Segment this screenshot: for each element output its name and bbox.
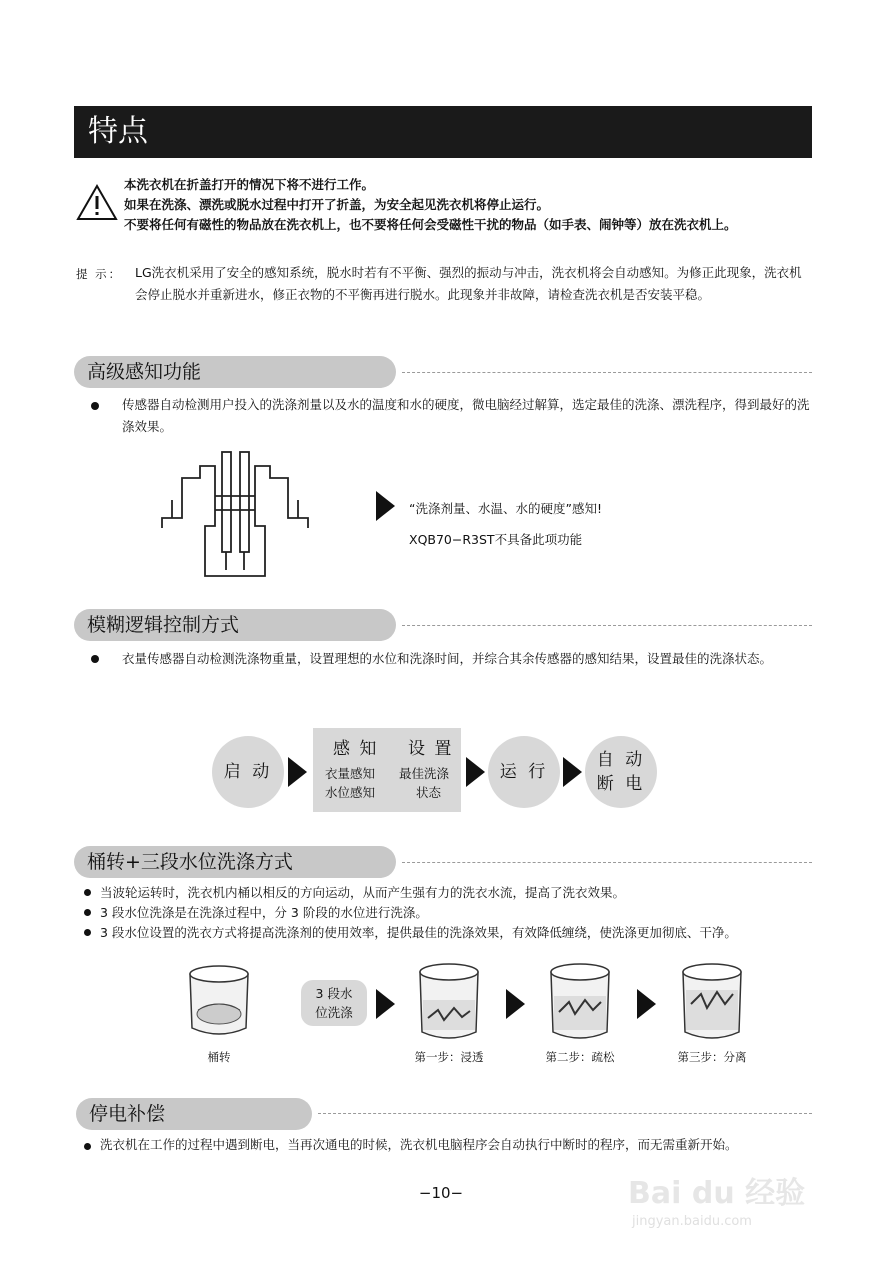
sensor-diagram (160, 448, 320, 578)
sensing-callout: “洗涤剂量、水温、水的硬度”感知! (409, 501, 602, 516)
arrow-right-icon (563, 757, 582, 787)
note-label: 提 示： (76, 267, 123, 281)
note-text: LG洗衣机采用了安全的感知系统，脱水时若有不平衡、强烈的振动与冲击，洗衣机将会自动感知。为修正此现象，洗衣机会停止脱水并重新进水，修正衣物的不平衡再进行脱水。此现象并非故障，请检查洗衣机是否安装平稳。 (135, 265, 802, 302)
section3-bullet-1: 当波轮运转时，洗衣机内桶以相反的方向运动，从而产生强有力的洗衣水流，提高了洗衣效果。 (100, 885, 626, 900)
warning-icon (76, 183, 118, 221)
flow-auto-off-line-1: 自 动 (596, 750, 646, 770)
flow-sense-title: 感 知 (333, 739, 379, 759)
step3-illustration (677, 960, 747, 1044)
arrow-right-icon (376, 491, 395, 521)
watermark-brand: Bai du 经验 (628, 1176, 806, 1211)
watermark-url: jingyan.baidu.com (632, 1214, 752, 1229)
section2-text: 衣量传感器自动检测洗涤物重量，设置理想的水位和洗涤时间，并综合其余传感器的感知结果，设置最佳的洗涤状态。 (122, 651, 773, 666)
warning-line-2: 如果在洗涤、漂洗或脱水过程中打开了折盖，为安全起见洗衣机将停止运行。 (124, 197, 550, 212)
flow-auto-off (585, 736, 657, 808)
caption-step2: 第二步：疏松 (545, 1050, 615, 1064)
section-heading-drum-rotation: 桶转+三段水位洗涤方式 (74, 846, 396, 878)
section-heading-advanced-sensing: 高级感知功能 (74, 356, 396, 388)
arrow-right-icon (506, 989, 525, 1019)
step1-illustration (414, 960, 484, 1044)
bullet-icon (91, 655, 99, 663)
section4-text: 洗衣机在工作的过程中遇到断电，当再次通电的时候，洗衣机电脑程序会自动执行中断时的程序，而无需重新开始。 (100, 1137, 738, 1152)
step2-illustration (545, 960, 615, 1044)
bullet-icon (91, 402, 99, 410)
three-stage-badge-line-2: 位洗涤 (315, 1005, 353, 1020)
section1-text: 传感器自动检测用户投入的洗涤剂量以及水的温度和水的硬度，微电脑经过解算，选定最佳的洗涤、漂洗程序，得到最好的洗涤效果。 (122, 397, 810, 434)
flow-auto-off-line-2: 断 电 (596, 774, 646, 794)
section-heading-fuzzy-logic: 模糊逻辑控制方式 (74, 609, 396, 641)
section-divider (402, 625, 812, 626)
warning-line-3: 不要将任何有磁性的物品放在洗衣机上，也不要将任何会受磁性干扰的物品（如手表、闹钟等）放在洗衣机上。 (124, 217, 737, 232)
section-divider (402, 372, 812, 373)
flow-set-title: 设 置 (408, 739, 454, 759)
caption-step3: 第三步：分离 (677, 1050, 747, 1064)
section-divider (318, 1113, 812, 1114)
model-note: XQB70−R3ST不具备此项功能 (409, 532, 583, 547)
section3-bullet-3: 3 段水位设置的洗衣方式将提高洗涤剂的使用效率，提供最佳的洗涤效果，有效降低缠绕，使洗涤更加彻底、干净。 (100, 925, 737, 940)
arrow-right-icon (637, 989, 656, 1019)
three-stage-badge (301, 980, 367, 1026)
flow-sense-item-1: 衣量感知 (325, 766, 376, 781)
section-heading-power-failure: 停电补偿 (76, 1098, 312, 1130)
flow-run: 运 行 (488, 736, 560, 808)
three-stage-badge-line-1: 3 段水 (315, 986, 353, 1001)
caption-step1: 第一步：浸透 (414, 1050, 484, 1064)
bullet-icon (84, 929, 91, 936)
arrow-right-icon (466, 757, 485, 787)
warning-line-1: 本洗衣机在折盖打开的情况下将不进行工作。 (124, 177, 375, 192)
bullet-icon (84, 1143, 91, 1150)
section-divider (402, 862, 812, 863)
flow-set-item-1: 最佳洗涤 (399, 766, 450, 781)
section3-bullet-2: 3 段水位洗涤是在洗涤过程中，分 3 阶段的水位进行洗涤。 (100, 905, 428, 920)
page-title: 特点 (74, 106, 812, 158)
flow-start: 启 动 (212, 736, 284, 808)
drum-rotation-illustration (184, 962, 254, 1042)
flow-set-item-2: 状态 (416, 785, 442, 800)
arrow-right-icon (288, 757, 307, 787)
bullet-icon (84, 909, 91, 916)
page-number: −10− (418, 1184, 464, 1202)
bullet-icon (84, 889, 91, 896)
flow-sense-item-2: 水位感知 (325, 785, 376, 800)
caption-drum-rotation: 桶转 (207, 1050, 231, 1064)
flow-sense-set-box (313, 728, 461, 812)
arrow-right-icon (376, 989, 395, 1019)
